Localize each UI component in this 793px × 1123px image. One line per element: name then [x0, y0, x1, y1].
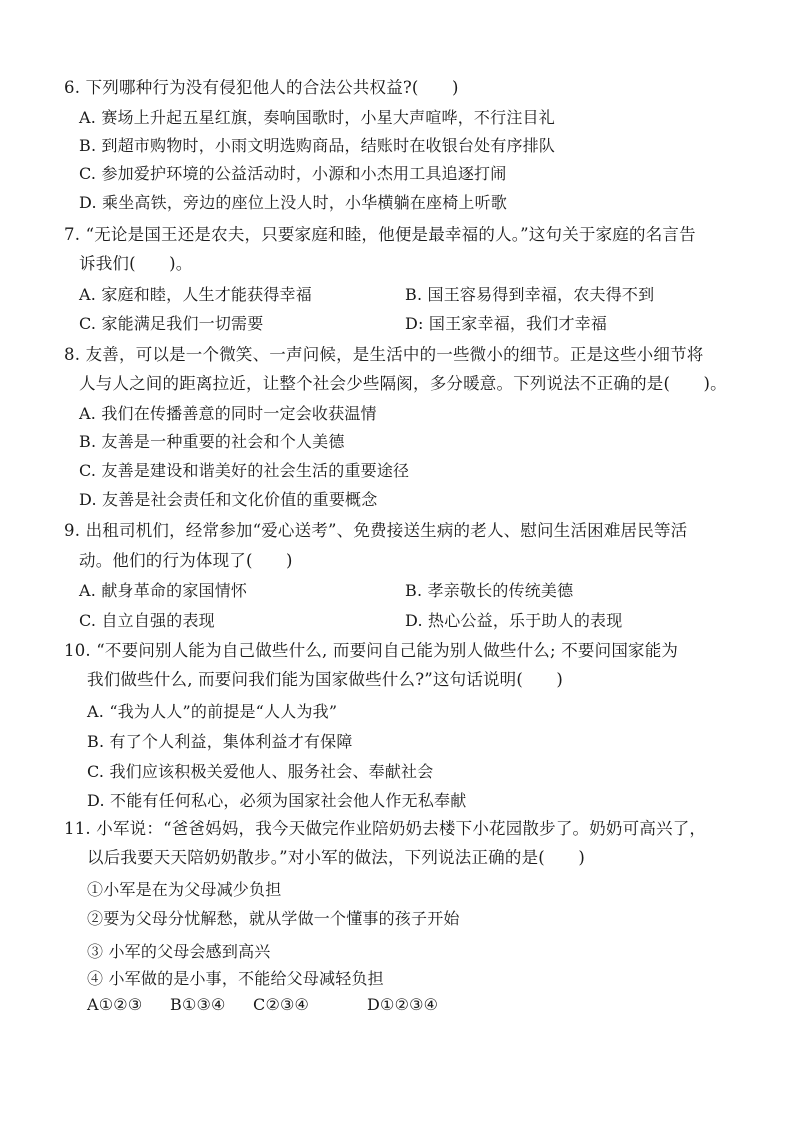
question-10-stem-line-2: 我们做些什么, 而要问我们能为国家做些什么?”这句话说明( ): [87, 670, 564, 689]
question-6-option-c: C. 参加爱护环境的公益活动时，小源和小杰用工具追逐打闹: [79, 164, 507, 183]
question-6-option-a: A. 赛场上升起五星红旗，奏响国歌时，小星大声喧哗，不行注目礼: [79, 108, 555, 127]
question-8-option-d: D. 友善是社会责任和文化价值的重要概念: [79, 490, 378, 509]
question-10-option-c: C. 我们应该积极关爱他人、服务社会、奉献社会: [87, 762, 434, 781]
question-11-statement-2: ②要为父母分忧解愁，就从学做一个懂事的孩子开始: [87, 909, 460, 928]
question-11-statement-1: ①小军是在为父母减少负担: [87, 880, 282, 899]
question-9-stem-line-2: 动。他们的行为体现了( ): [79, 551, 293, 570]
question-11-statement-3: ③ 小军的父母会感到高兴: [87, 942, 271, 961]
question-7-stem-line-2: 诉我们( )。: [79, 254, 193, 273]
question-11-statement-4: ④ 小军做的是小事，不能给父母减轻负担: [87, 969, 384, 988]
question-9-option-c: C. 自立自强的表现: [79, 611, 215, 630]
question-7-stem-line-1: 7. “无论是国王还是农夫，只要家庭和睦，他便是最幸福的人。”这句关于家庭的名言告: [64, 225, 696, 244]
question-8-stem-line-2: 人与人之间的距离拉近，让整个社会少些隔阂，多分暖意。下列说法不正确的是( )。: [79, 374, 727, 393]
question-11-option-b: B①③④: [170, 995, 226, 1014]
question-9-option-b: B. 孝亲敬长的传统美德: [405, 581, 574, 600]
question-8-option-b: B. 友善是一种重要的社会和个人美德: [79, 432, 345, 451]
question-11-option-d: D①②③④: [367, 995, 439, 1014]
question-7-option-a: A. 家庭和睦，人生才能获得幸福: [79, 285, 312, 304]
question-10-option-a: A. “我为人人”的前提是“人人为我”: [87, 702, 338, 721]
question-10-stem-line-1: 10. “不要问别人能为自己做些什么, 而要问自己能为别人做些什么; 不要问国家能为: [64, 641, 679, 660]
question-6-option-b: B. 到超市购物时，小雨文明选购商品，结账时在收银台处有序排队: [79, 136, 556, 155]
question-8-option-c: C. 友善是建设和谐美好的社会生活的重要途径: [79, 461, 410, 480]
question-8-option-a: A. 我们在传播善意的同时一定会收获温情: [79, 404, 377, 423]
question-8-stem-line-1: 8. 友善，可以是一个微笑、一声问候，是生活中的一些微小的细节。正是这些小细节将: [64, 345, 704, 364]
question-6-stem: 6. 下列哪种行为没有侵犯他人的合法公共权益?( ): [64, 78, 459, 97]
question-9-option-d: D. 热心公益，乐于助人的表现: [405, 611, 623, 630]
question-11-stem-line-2: 以后我要天天陪奶奶散步。”对小军的做法，下列说法正确的是( ): [87, 848, 585, 867]
question-7-option-b: B. 国王容易得到幸福，农夫得不到: [405, 285, 655, 304]
question-11-stem-line-1: 11. 小军说：“爸爸妈妈，我今天做完作业陪奶奶去楼下小花园散步了。奶奶可高兴了，: [64, 819, 707, 838]
question-7-option-c: C. 家能满足我们一切需要: [79, 314, 264, 333]
question-6-option-d: D. 乘坐高铁，旁边的座位上没人时，小华横躺在座椅上听歌: [79, 193, 508, 212]
question-10-option-b: B. 有了个人利益，集体利益才有保障: [87, 732, 353, 751]
question-7-option-d: D: 国王家幸福，我们才幸福: [405, 314, 608, 333]
question-9-option-a: A. 献身革命的家国情怀: [79, 581, 248, 600]
question-9-stem-line-1: 9. 出租司机们，经常参加“爱心送考”、免费接送生病的老人、慰问生活困难居民等活: [64, 521, 688, 540]
question-10-option-d: D. 不能有任何私心，必须为国家社会他人作无私奉献: [87, 791, 467, 810]
question-11-option-c: C②③④: [253, 995, 310, 1014]
question-11-option-a: A①②③: [87, 995, 143, 1014]
